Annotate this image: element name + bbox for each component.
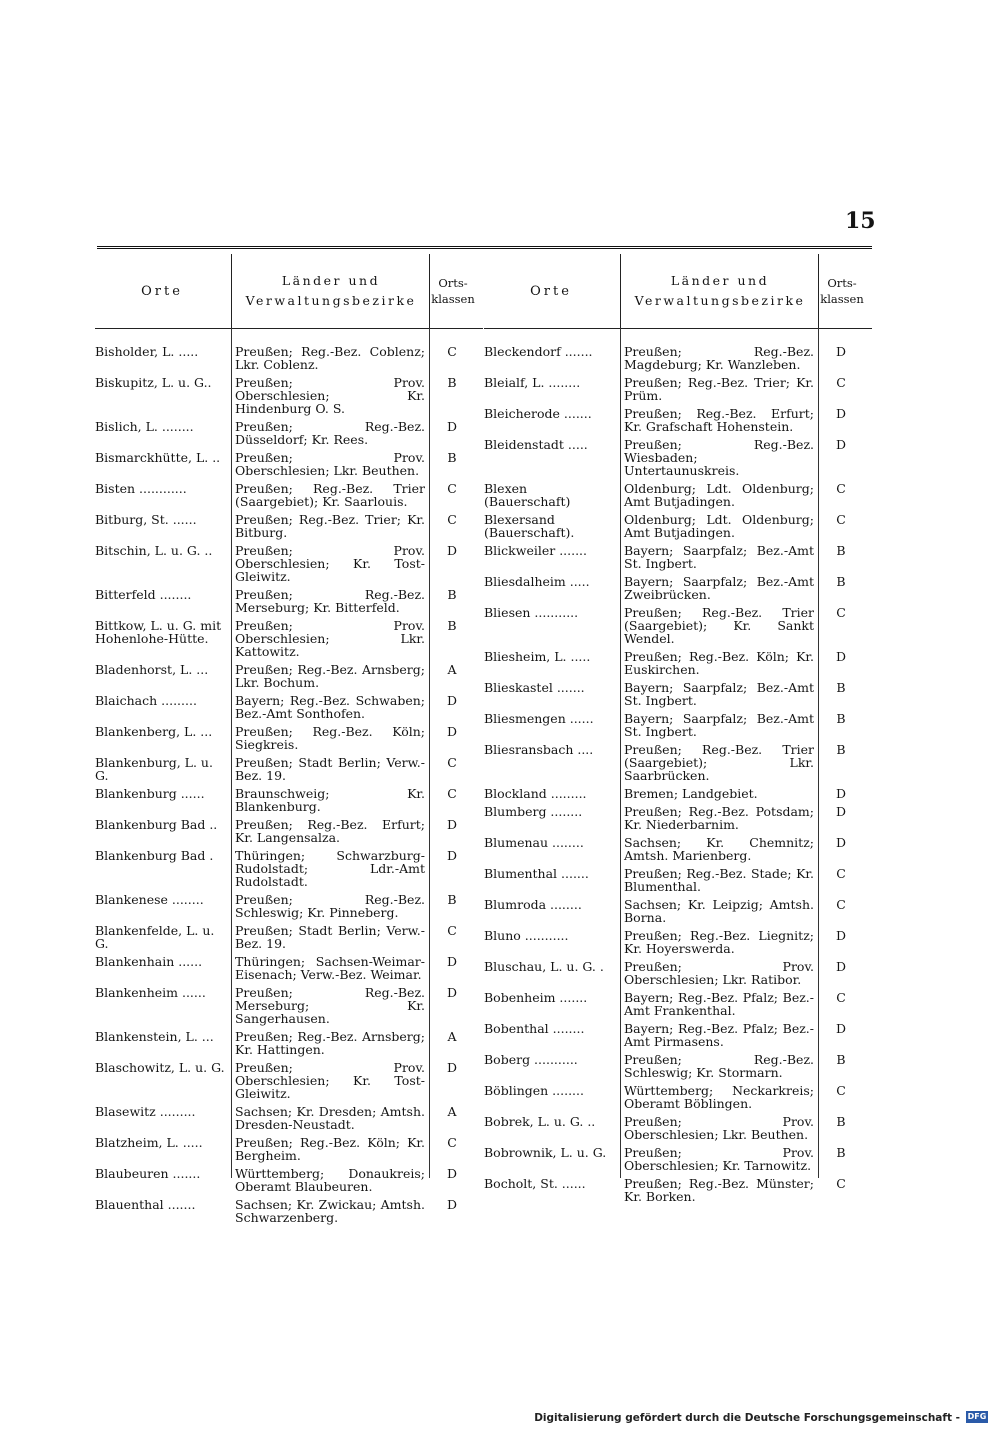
- place-name: Bliesdalheim .....: [484, 575, 590, 589]
- administrative-district: Württemberg; Neckarkreis; Oberamt Böblingen.: [624, 1083, 814, 1111]
- table-row: [95, 787, 483, 813]
- table-row: [484, 1084, 872, 1110]
- table-row: [484, 805, 872, 831]
- location-class: B: [836, 711, 846, 726]
- place-name: Bliesmengen ......: [484, 712, 594, 726]
- administrative-district: Sachsen; Kr. Zwickau; Amtsh. Schwarzenberg.: [235, 1197, 425, 1225]
- location-class: B: [447, 450, 457, 465]
- place-name: Bladenhorst, L. ...: [95, 663, 209, 677]
- location-class: D: [446, 419, 458, 434]
- header-klassen: Orts-klassen: [818, 254, 865, 328]
- location-class: A: [447, 662, 457, 677]
- table-row: [484, 345, 872, 371]
- table-row: [484, 575, 872, 601]
- table-row: [95, 955, 483, 981]
- location-class: A: [447, 1029, 457, 1044]
- administrative-district: Preußen; Reg.-Bez. Arnsberg; Kr. Hattingen.: [235, 1029, 425, 1057]
- place-name: Böblingen ........: [484, 1084, 584, 1098]
- place-name: Boberg ...........: [484, 1053, 578, 1067]
- place-name: Blankenburg Bad .: [95, 849, 214, 863]
- table-row: [95, 694, 483, 720]
- table-row: [95, 893, 483, 919]
- administrative-district: Bayern; Saarpfalz; Bez.-Amt St. Ingbert.: [624, 711, 814, 739]
- place-name: Bliesransbach ....: [484, 743, 594, 757]
- location-class: D: [446, 1060, 458, 1075]
- table-row: [95, 725, 483, 751]
- table-row: [484, 929, 872, 955]
- location-class: A: [447, 1104, 457, 1119]
- table-row: [484, 1177, 872, 1203]
- place-name: Bitschin, L. u. G. ..: [95, 544, 213, 558]
- administrative-district: Preußen; Reg.-Bez. Düsseldorf; Kr. Rees.: [235, 419, 425, 447]
- header-laender: Länder und Verwaltungsbezirke: [620, 254, 819, 328]
- header-laender: Länder und Verwaltungsbezirke: [231, 254, 430, 328]
- administrative-district: Bayern; Saarpfalz; Bez.-Amt St. Ingbert.: [624, 543, 814, 571]
- table-row: [484, 1053, 872, 1079]
- table-body: [484, 329, 872, 1203]
- administrative-district: Preußen; Prov. Oberschlesien; Kr. Tost-Gleiwitz.: [235, 1060, 425, 1101]
- table-row: [484, 544, 872, 570]
- administrative-district: Preußen; Prov. Oberschlesien; Lkr. Beuthen.: [624, 1114, 814, 1142]
- right-table: [484, 254, 872, 1208]
- table-row: [95, 818, 483, 844]
- location-class: C: [447, 786, 457, 801]
- table-row: [484, 991, 872, 1017]
- left-table: [95, 254, 483, 1229]
- table-row: [484, 898, 872, 924]
- place-name: Bleicherode .......: [484, 407, 592, 421]
- location-class: D: [446, 1166, 458, 1181]
- place-name: Blankenfelde, L. u. G.: [95, 924, 215, 950]
- table-row: [95, 1136, 483, 1162]
- place-name: Blankenhain ......: [95, 955, 203, 969]
- administrative-district: Sachsen; Kr. Dresden; Amtsh. Dresden-Neustadt.: [235, 1104, 425, 1132]
- administrative-district: Sachsen; Kr. Leipzig; Amtsh. Borna.: [624, 897, 814, 925]
- place-name: Bisten ............: [95, 482, 187, 496]
- location-class: C: [447, 1135, 457, 1150]
- table-row: [484, 1146, 872, 1172]
- location-class: C: [836, 512, 846, 527]
- administrative-district: Thüringen; Schwarzburg-Rudolstadt; Ldr.-Amt Rudolstadt.: [235, 848, 425, 889]
- administrative-district: Preußen; Prov. Oberschlesien; Kr. Tarnowitz.: [624, 1145, 814, 1173]
- administrative-district: Preußen; Stadt Berlin; Verw.-Bez. 19.: [235, 923, 425, 951]
- place-name: Blatzheim, L. .....: [95, 1136, 203, 1150]
- administrative-district: Bremen; Landgebiet.: [624, 786, 758, 801]
- table-body: [95, 329, 483, 1224]
- administrative-district: Preußen; Reg.-Bez. Trier (Saargebiet); Kr. Sankt Wendel.: [624, 605, 814, 646]
- administrative-district: Braunschweig; Kr. Blankenburg.: [235, 786, 425, 814]
- table-row: [484, 650, 872, 676]
- place-name: Blankenburg, L. u. G.: [95, 756, 213, 782]
- location-class: B: [447, 587, 457, 602]
- place-name: Bismarckhütte, L. ..: [95, 451, 221, 465]
- table-row: [95, 663, 483, 689]
- location-class: C: [836, 605, 846, 620]
- place-name: Blumenthal .......: [484, 867, 589, 881]
- place-name: Bisholder, L. .....: [95, 345, 199, 359]
- table-row: [484, 712, 872, 738]
- place-name: Blankenheim ......: [95, 986, 206, 1000]
- place-name: Bitterfeld ........: [95, 588, 192, 602]
- header-klassen: Orts-klassen: [429, 254, 476, 328]
- table-row: [95, 619, 483, 658]
- administrative-district: Preußen; Reg.-Bez. Köln; Kr. Bergheim.: [235, 1135, 425, 1163]
- administrative-district: Bayern; Saarpfalz; Bez.-Amt Zweibrücken.: [624, 574, 814, 602]
- table-row: [95, 588, 483, 614]
- administrative-district: Sachsen; Kr. Chemnitz; Amtsh. Marienberg.: [624, 835, 814, 863]
- location-class: C: [447, 755, 457, 770]
- location-class: D: [446, 954, 458, 969]
- location-class: C: [836, 1083, 846, 1098]
- table-header: [484, 254, 872, 329]
- place-name: Bliesheim, L. .....: [484, 650, 591, 664]
- location-class: D: [835, 804, 847, 819]
- location-class: C: [836, 375, 846, 390]
- dfg-logo: DFG: [967, 1412, 987, 1421]
- place-name: Blankenburg Bad ..: [95, 818, 218, 832]
- table-row: [95, 513, 483, 539]
- table-row: [484, 513, 872, 539]
- administrative-district: Preußen; Reg.-Bez. Trier (Saargebiet); Lkr. Saarbrücken.: [624, 742, 814, 783]
- page-number: 15: [845, 208, 876, 234]
- administrative-district: Preußen; Reg.-Bez. Merseburg; Kr. Bitterfeld.: [235, 587, 425, 615]
- location-class: D: [446, 817, 458, 832]
- table-row: [95, 376, 483, 415]
- table-row: [484, 407, 872, 433]
- administrative-district: Preußen; Reg.-Bez. Liegnitz; Kr. Hoyerswerda.: [624, 928, 814, 956]
- place-name: Bluno ...........: [484, 929, 569, 943]
- location-class: D: [835, 786, 847, 801]
- table-row: [484, 438, 872, 477]
- location-class: C: [836, 897, 846, 912]
- table-row: [95, 1198, 483, 1224]
- administrative-district: Preußen; Prov. Oberschlesien; Lkr. Kattowitz.: [235, 618, 425, 659]
- place-name: Blaschowitz, L. u. G.: [95, 1061, 225, 1075]
- place-name: Blankenburg ......: [95, 787, 205, 801]
- administrative-district: Preußen; Stadt Berlin; Verw.-Bez. 19.: [235, 755, 425, 783]
- table-row: [95, 1061, 483, 1100]
- place-name: Bobrek, L. u. G. ..: [484, 1115, 596, 1129]
- administrative-district: Preußen; Reg.-Bez. Potsdam; Kr. Niederbarnim.: [624, 804, 814, 832]
- administrative-district: Bayern; Saarpfalz; Bez.-Amt St. Ingbert.: [624, 680, 814, 708]
- place-name: Blieskastel .......: [484, 681, 585, 695]
- table-header: [95, 254, 483, 329]
- location-class: B: [447, 618, 457, 633]
- place-name: Bobenthal ........: [484, 1022, 585, 1036]
- location-class: D: [446, 724, 458, 739]
- location-class: B: [836, 1052, 846, 1067]
- administrative-district: Preußen; Reg.-Bez. Stade; Kr. Blumenthal.: [624, 866, 814, 894]
- location-class: C: [447, 481, 457, 496]
- location-class: B: [836, 1114, 846, 1129]
- place-name: Blumenau ........: [484, 836, 584, 850]
- location-class: D: [835, 649, 847, 664]
- place-name: Blasewitz .........: [95, 1105, 196, 1119]
- administrative-district: Preußen; Reg.-Bez. Trier; Kr. Prüm.: [624, 375, 814, 403]
- table-row: [95, 924, 483, 950]
- administrative-district: Preußen; Prov. Oberschlesien; Kr. Tost-Gleiwitz.: [235, 543, 425, 584]
- place-name: Blauenthal .......: [95, 1198, 196, 1212]
- header-orte: Orte: [141, 283, 183, 299]
- table-row: [484, 960, 872, 986]
- location-class: C: [447, 344, 457, 359]
- location-class: B: [836, 574, 846, 589]
- place-name: Blockland .........: [484, 787, 587, 800]
- administrative-district: Württemberg; Donaukreis; Oberamt Blaubeuren.: [235, 1166, 425, 1194]
- administrative-district: Preußen; Reg.-Bez. Schleswig; Kr. Stormarn.: [624, 1052, 814, 1080]
- table-row: [484, 787, 872, 800]
- place-name: Bleckendorf .......: [484, 345, 593, 359]
- table-row: [95, 986, 483, 1025]
- table-row: [484, 482, 872, 508]
- table-row: [95, 544, 483, 583]
- place-name: Bluschau, L. u. G. .: [484, 960, 604, 974]
- table-row: [95, 451, 483, 477]
- administrative-district: Preußen; Reg.-Bez. Erfurt; Kr. Grafschaft Hohenstein.: [624, 406, 814, 434]
- administrative-district: Preußen; Reg.-Bez. Arnsberg; Lkr. Bochum.: [235, 662, 425, 690]
- location-class: C: [447, 923, 457, 938]
- location-class: C: [836, 866, 846, 881]
- place-name: Bobrownik, L. u. G.: [484, 1146, 607, 1160]
- digitization-credit: Digitalisierung gefördert durch die Deutsche Forschungsgemeinschaft -: [534, 1412, 960, 1424]
- location-class: B: [836, 1145, 846, 1160]
- location-class: B: [447, 892, 457, 907]
- administrative-district: Preußen; Reg.-Bez. Trier; Kr. Bitburg.: [235, 512, 425, 540]
- place-name: Bocholt, St. ......: [484, 1177, 586, 1191]
- location-class: D: [835, 437, 847, 452]
- administrative-district: Preußen; Reg.-Bez. Wiesbaden; Untertaunuskreis.: [624, 437, 814, 478]
- location-class: D: [835, 406, 847, 421]
- administrative-district: Preußen; Reg.-Bez. Münster; Kr. Borken.: [624, 1176, 814, 1204]
- place-name: Blickweiler .......: [484, 544, 588, 558]
- place-name: Blexersand (Bauerschaft).: [484, 513, 575, 539]
- table-row: [95, 420, 483, 446]
- location-class: C: [836, 990, 846, 1005]
- place-name: Blexen (Bauerschaft): [484, 482, 571, 508]
- location-class: C: [447, 512, 457, 527]
- location-class: D: [446, 1197, 458, 1212]
- administrative-district: Preußen; Reg.-Bez. Köln; Siegkreis.: [235, 724, 425, 752]
- location-class: D: [835, 835, 847, 850]
- place-name: Blaichach .........: [95, 694, 197, 708]
- table-row: [484, 836, 872, 862]
- place-name: Blankenberg, L. ...: [95, 725, 213, 739]
- administrative-district: Preußen; Reg.-Bez. Köln; Kr. Euskirchen.: [624, 649, 814, 677]
- place-name: Blumberg ........: [484, 805, 583, 819]
- location-class: B: [447, 375, 457, 390]
- place-name: Bleidenstadt .....: [484, 438, 588, 452]
- administrative-district: Preußen; Prov. Oberschlesien; Kr. Hindenburg O. S.: [235, 375, 425, 416]
- place-name: Bislich, L. ........: [95, 420, 194, 434]
- place-name: Bobenheim .......: [484, 991, 588, 1005]
- table-row: [484, 867, 872, 893]
- administrative-district: Preußen; Reg.-Bez. Coblenz; Lkr. Coblenz.: [235, 344, 425, 372]
- place-name: Bleialf, L. ........: [484, 376, 581, 390]
- table-row: [95, 482, 483, 508]
- table-row: [95, 1030, 483, 1056]
- place-name: Biskupitz, L. u. G..: [95, 376, 212, 390]
- location-class: D: [446, 693, 458, 708]
- administrative-district: Preußen; Prov. Oberschlesien; Lkr. Beuthen.: [235, 450, 425, 478]
- table-row: [95, 1105, 483, 1131]
- top-rule: [97, 246, 872, 252]
- table-row: [484, 1022, 872, 1048]
- administrative-district: Preußen; Reg.-Bez. Magdeburg; Kr. Wanzleben.: [624, 344, 814, 372]
- location-class: D: [446, 985, 458, 1000]
- table-row: [484, 1115, 872, 1141]
- header-orte: Orte: [530, 283, 572, 299]
- location-class: D: [835, 1021, 847, 1036]
- location-class: D: [446, 848, 458, 863]
- table-row: [484, 376, 872, 402]
- administrative-district: Bayern; Reg.-Bez. Schwaben; Bez.-Amt Sonthofen.: [235, 693, 425, 721]
- table-row: [484, 681, 872, 707]
- location-class: D: [835, 959, 847, 974]
- table-row: [95, 1167, 483, 1193]
- place-name: Blankenese ........: [95, 893, 204, 907]
- place-name: Blumroda ........: [484, 898, 582, 912]
- administrative-district: Thüringen; Sachsen-Weimar-Eisenach; Verw.-Bez. Weimar.: [235, 954, 425, 982]
- location-class: D: [835, 928, 847, 943]
- administrative-district: Preußen; Prov. Oberschlesien; Lkr. Ratibor.: [624, 959, 814, 987]
- place-name: Bitburg, St. ......: [95, 513, 197, 527]
- administrative-district: Oldenburg; Ldt. Oldenburg; Amt Butjadingen.: [624, 512, 814, 540]
- administrative-district: Preußen; Reg.-Bez. Schleswig; Kr. Pinneberg.: [235, 892, 425, 920]
- location-class: C: [836, 481, 846, 496]
- table-row: [95, 345, 483, 371]
- table-row: [95, 849, 483, 888]
- location-class: D: [835, 344, 847, 359]
- administrative-district: Bayern; Reg.-Bez. Pfalz; Bez.-Amt Pirmasens.: [624, 1021, 814, 1049]
- administrative-district: Oldenburg; Ldt. Oldenburg; Amt Butjadingen.: [624, 481, 814, 509]
- place-name: Blankenstein, L. ...: [95, 1030, 214, 1044]
- location-class: B: [836, 543, 846, 558]
- place-name: Bliesen ...........: [484, 606, 579, 620]
- location-class: B: [836, 680, 846, 695]
- table-row: [484, 606, 872, 645]
- table-row: [484, 743, 872, 782]
- location-class: D: [446, 543, 458, 558]
- table-row: [95, 756, 483, 782]
- administrative-district: Preußen; Reg.-Bez. Merseburg; Kr. Sangerhausen.: [235, 985, 425, 1026]
- administrative-district: Bayern; Reg.-Bez. Pfalz; Bez.-Amt Frankenthal.: [624, 990, 814, 1018]
- administrative-district: Preußen; Reg.-Bez. Erfurt; Kr. Langensalza.: [235, 817, 425, 845]
- location-class: C: [836, 1176, 846, 1191]
- administrative-district: Preußen; Reg.-Bez. Trier (Saargebiet); Kr. Saarlouis.: [235, 481, 425, 509]
- place-name: Bittkow, L. u. G. mit Hohenlohe-Hütte.: [95, 619, 222, 646]
- place-name: Blaubeuren .......: [95, 1167, 201, 1181]
- location-class: B: [836, 742, 846, 757]
